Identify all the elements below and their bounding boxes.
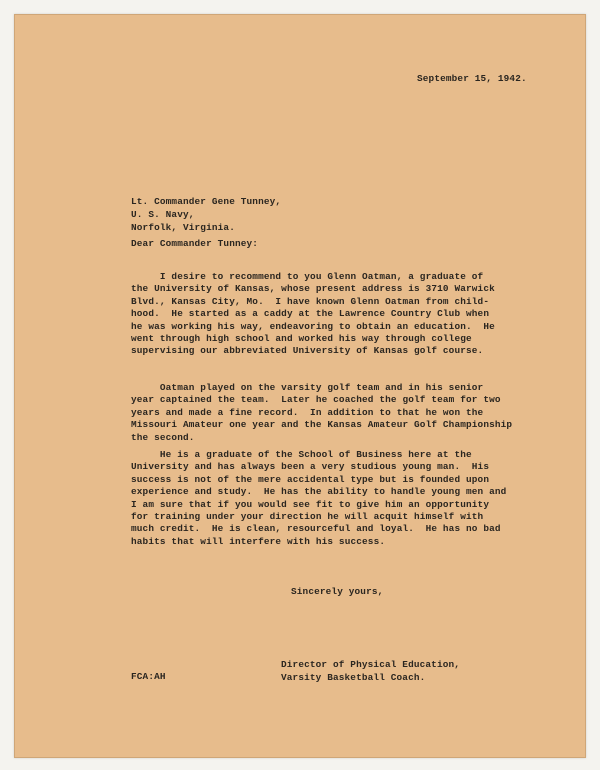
body-line: hood. He started as a caddy at the Lawrence Country Club when [131, 308, 490, 320]
recipient-line: Norfolk, Virginia. [131, 222, 235, 233]
signature-block [281, 659, 460, 684]
signature-title: Varsity Basketball Coach. [281, 671, 426, 683]
signature-title: Director of Physical Education, [281, 659, 461, 670]
body-line: experience and study. He has the ability to handle young men and [131, 486, 507, 498]
letter-page [14, 14, 586, 758]
closing: Sincerely yours, [291, 586, 384, 597]
body-line: years and made a fine record. In addition to that he won the [131, 406, 484, 418]
body-line: success is not of the mere accidental type but is founded upon [131, 473, 490, 485]
body-line: much credit. He is clean, resourceful and loyal. He has no bad [131, 523, 501, 535]
recipient-address [131, 195, 281, 234]
paragraph-1 [131, 271, 511, 358]
body-line: went through high school and worked his way through college [131, 333, 472, 345]
recipient-line: Lt. Commander Gene Tunney, [131, 196, 282, 207]
body-line: He is a graduate of the School of Business here at the [131, 449, 472, 460]
body-line: for training under your direction he will acquit himself with [131, 511, 484, 523]
body-line: I am sure that if you would see fit to give him an opportunity [131, 498, 490, 510]
typist-initials: FCA:AH [131, 671, 166, 682]
body-line: Missouri Amateur one year and the Kansas Amateur Golf Championship [131, 419, 513, 431]
body-line: University and has always been a very studious young man. His [131, 461, 490, 473]
body-line: he was working his way, endeavoring to obtain an education. He [131, 320, 495, 332]
body-line: the University of Kansas, whose present address is 3710 Warwick [131, 283, 495, 295]
body-line: supervising our abbreviated University of Kansas golf course. [131, 345, 484, 357]
letter-date: September 15, 1942. [417, 73, 527, 84]
salutation: Dear Commander Tunney: [131, 238, 259, 249]
body-line: the second. [131, 431, 195, 443]
paragraph-3 [131, 449, 511, 548]
paragraph-2 [131, 382, 511, 444]
body-line: year captained the team. Later he coached the golf team for two [131, 394, 501, 406]
body-line: habits that will interfere with his success. [131, 535, 386, 547]
recipient-line: U. S. Navy, [131, 209, 195, 220]
body-line: I desire to recommend to you Glenn Oatman, a graduate of [131, 271, 484, 282]
body-line: Oatman played on the varsity golf team and in his senior [131, 382, 484, 393]
body-line: Blvd., Kansas City, Mo. I have known Glenn Oatman from child- [131, 295, 490, 307]
